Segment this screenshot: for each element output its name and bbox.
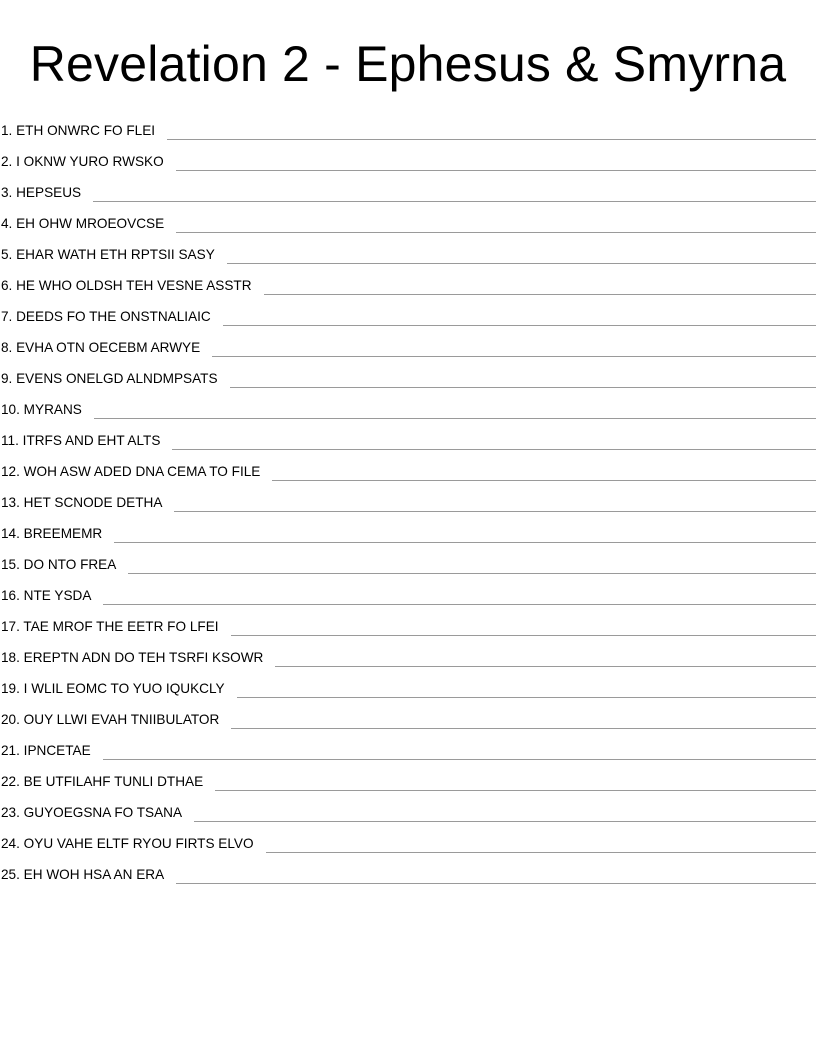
list-item [0,699,816,730]
scrambled-phrase: 7. DEEDS FO THE ONSTNALIAIC [1,309,211,324]
answer-line[interactable] [103,758,816,760]
list-item [0,544,816,575]
list-item [0,172,816,203]
scrambled-phrase: 23. GUYOEGSNA FO TSANA [1,805,183,820]
scrambled-phrase: 1. ETH ONWRC FO FLEI [1,123,156,138]
list-item [0,823,816,854]
scrambled-phrase: 9. EVENS ONELGD ALNDMPSATS [1,371,218,386]
list-item [0,203,816,234]
answer-line[interactable] [264,293,816,295]
list-item [0,668,816,699]
answer-line[interactable] [128,572,816,574]
answer-line[interactable] [167,138,816,140]
list-item [0,420,816,451]
list-item [0,327,816,358]
answer-line[interactable] [212,355,816,357]
scrambled-phrase: 13. HET SCNODE DETHA [1,495,163,510]
scrambled-phrase: 4. EH OHW MROEOVCSE [1,216,165,231]
answer-line[interactable] [174,510,816,512]
answer-line[interactable] [275,665,816,667]
scrambled-phrase: 24. OYU VAHE ELTF RYOU FIRTS ELVO [1,836,254,851]
scrambled-phrase: 2. I OKNW YURO RWSKO [1,154,164,169]
answer-line[interactable] [176,169,816,171]
scrambled-phrase: 21. IPNCETAE [1,743,91,758]
scrambled-phrase: 25. EH WOH HSA AN ERA [1,867,165,882]
scrambled-phrase: 10. MYRANS [1,402,82,417]
list-item [0,637,816,668]
scrambled-phrase: 3. HEPSEUS [1,185,82,200]
answer-line[interactable] [223,324,816,326]
list-item [0,575,816,606]
answer-line[interactable] [93,200,816,202]
list-item [0,854,816,885]
answer-line[interactable] [231,727,816,729]
scrambled-phrase: 14. BREEMEMR [1,526,103,541]
scrambled-phrase: 19. I WLIL EOMC TO YUO IQUKCLY [1,681,225,696]
list-item [0,265,816,296]
scrambled-phrase: 18. EREPTN ADN DO TEH TSRFI KSOWR [1,650,264,665]
scrambled-phrase: 8. EVHA OTN OECEBM ARWYE [1,340,201,355]
answer-line[interactable] [176,231,816,233]
answer-line[interactable] [237,696,816,698]
answer-line[interactable] [172,448,816,450]
list-item [0,296,816,327]
scrambled-phrase: 5. EHAR WATH ETH RPTSII SASY [1,247,215,262]
list-item [0,110,816,141]
scrambled-phrase: 15. DO NTO FREA [1,557,117,572]
answer-line[interactable] [215,789,816,791]
list-item [0,389,816,420]
answer-line[interactable] [230,386,816,388]
list-item [0,451,816,482]
list-item [0,234,816,265]
scrambled-phrase: 20. OUY LLWI EVAH TNIIBULATOR [1,712,220,727]
list-item [0,513,816,544]
list-item [0,761,816,792]
list-item [0,141,816,172]
answer-line[interactable] [266,851,816,853]
scrambled-phrase: 17. TAE MROF THE EETR FO LFEI [1,619,219,634]
answer-line[interactable] [227,262,816,264]
list-item [0,730,816,761]
answer-line[interactable] [231,634,816,636]
answer-line[interactable] [272,479,816,481]
scrambled-phrase: 11. ITRFS AND EHT ALTS [1,433,161,448]
worksheet-title: Revelation 2 - Ephesus & Smyrna [29,36,787,92]
list-item [0,606,816,637]
list-item [0,482,816,513]
scrambled-phrase: 6. HE WHO OLDSH TEH VESNE ASSTR [1,278,252,293]
list-item [0,792,816,823]
scrambled-phrase: 12. WOH ASW ADED DNA CEMA TO FILE [1,464,261,479]
scrambled-phrase: 22. BE UTFILAHF TUNLI DTHAE [1,774,204,789]
answer-line[interactable] [176,882,816,884]
scramble-list [0,110,816,885]
answer-line[interactable] [114,541,816,543]
list-item [0,358,816,389]
answer-line[interactable] [103,603,816,605]
answer-line[interactable] [194,820,816,822]
answer-line[interactable] [94,417,816,419]
scrambled-phrase: 16. NTE YSDA [1,588,92,603]
